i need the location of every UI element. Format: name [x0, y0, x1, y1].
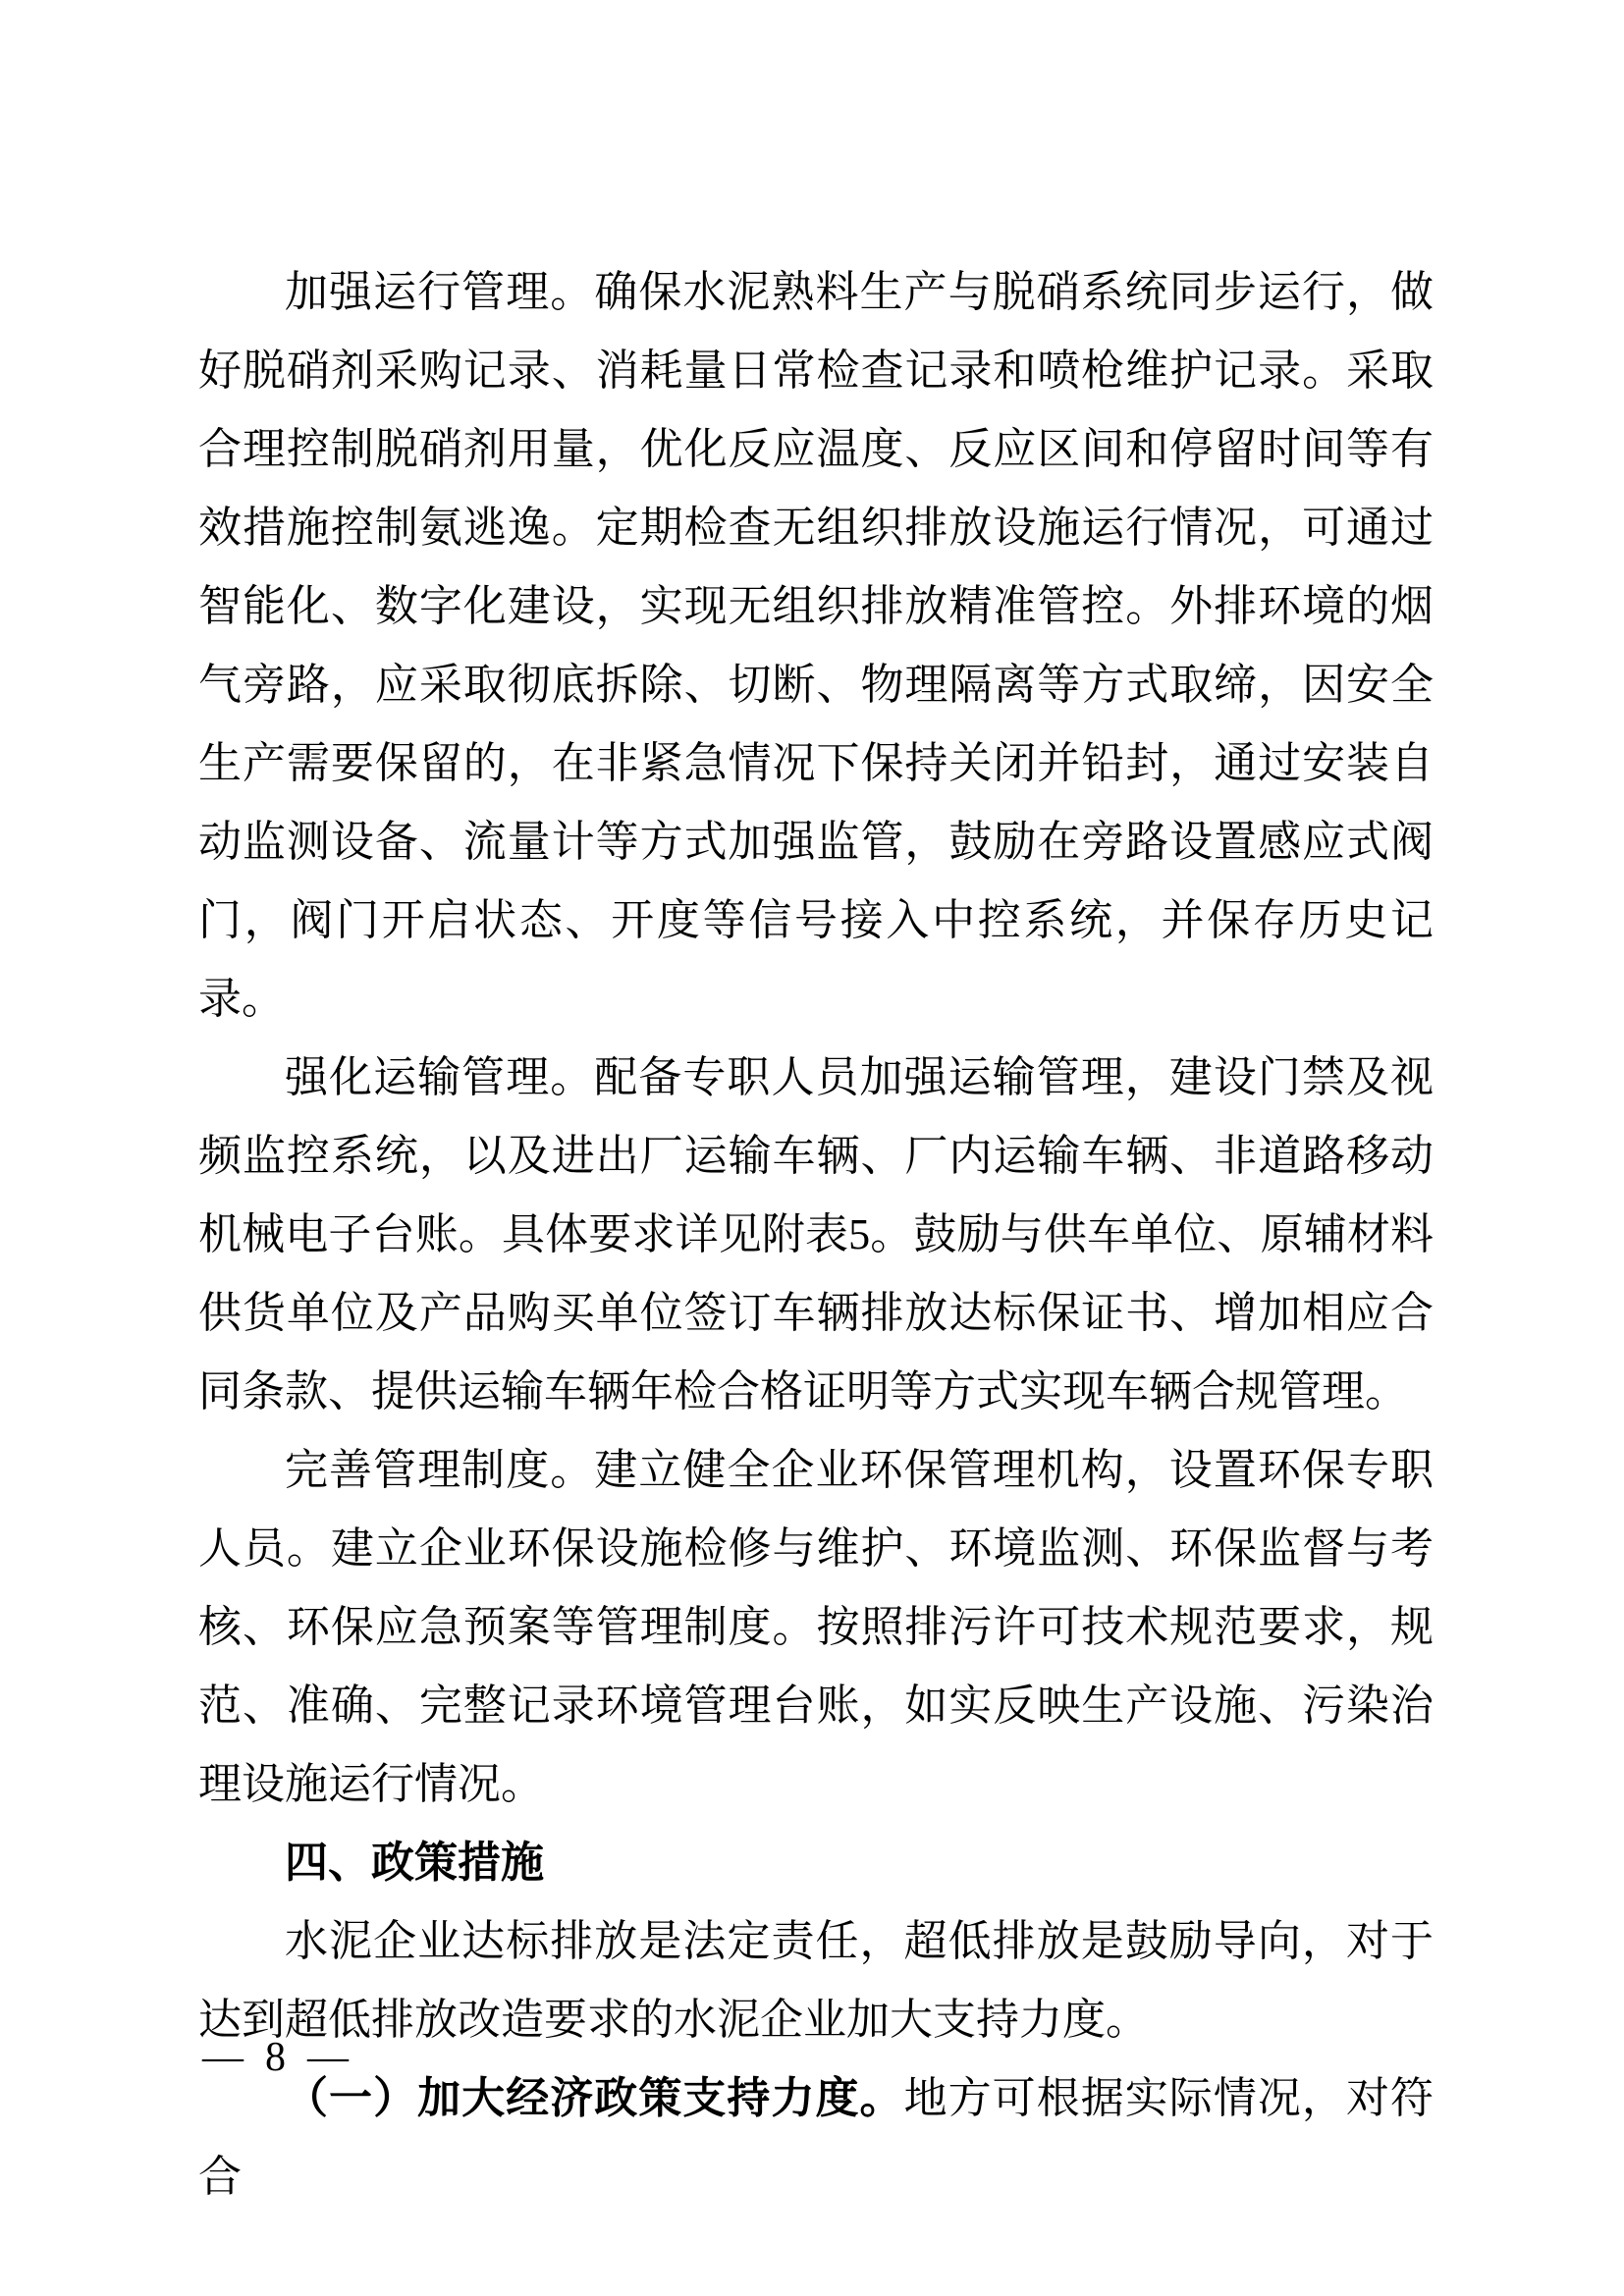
section-heading-policy-measures: 四、政策措施 [285, 1839, 544, 1887]
paragraph-transport-management: 强化运输管理。配备专职人员加强运输管理，建设门禁及视频监控系统，以及进出厂运输车辆、厂内运输车辆、非道路移动机械电子台账。具体要求详见附表5。鼓励与供车单位、原辅材料供货单位及产品购买单位签订车辆排放达标保证书、增加相应合同条款、提供运输车辆年检合格证明等方式实现车辆合规管理。 [198, 1053, 1434, 1415]
footer-dash-left: — [202, 2035, 244, 2080]
paragraph-policy-intro: 水泥企业达标排放是法定责任，超低排放是鼓励导向，对于达到超低排放改造要求的水泥企业加大支持力度。 [198, 1917, 1434, 2044]
page-number: 8 [265, 2035, 286, 2080]
subsection-body-economic-policy: 地方可根据实际情况，对符合 [198, 2074, 1435, 2201]
subsection-title-economic-policy: （一）加大经济政策支持力度。 [285, 2074, 904, 2122]
paragraph-operation-management: 加强运行管理。确保水泥熟料生产与脱硝系统同步运行，做好脱硝剂采购记录、消耗量日常检查记录和喷枪维护记录。采取合理控制脱硝剂用量，优化反应温度、反应区间和停留时间等有效措施控制氨逃逸。定期检查无组织排放设施运行情况，可通过智能化、数字化建设，实现无组织排放精准管控。外排环境的烟气旁路，应采取彻底拆除、切断、物理隔离等方式取缔，因安全生产需要保留的，在非紧急情况下保持关闭并铅封，通过安装自动监测设备、流量计等方式加强监管，鼓励在旁路设置感应式阀门，阀门开启状态、开度等信号接入中控系统，并保存历史记录。 [198, 268, 1434, 1023]
document-body [198, 253, 1434, 2216]
page-footer [202, 2034, 349, 2081]
paragraph-management-system: 完善管理制度。建立健全企业环保管理机构，设置环保专职人员。建立企业环保设施检修与维护、环境监测、环保监督与考核、环保应急预案等管理制度。按照排污许可技术规范要求，规范、准确、完整记录环境管理台账，如实反映生产设施、污染治理设施运行情况。 [198, 1446, 1434, 1808]
paragraph-economic-policy [198, 2059, 1434, 2216]
footer-dash-right: — [307, 2035, 349, 2080]
